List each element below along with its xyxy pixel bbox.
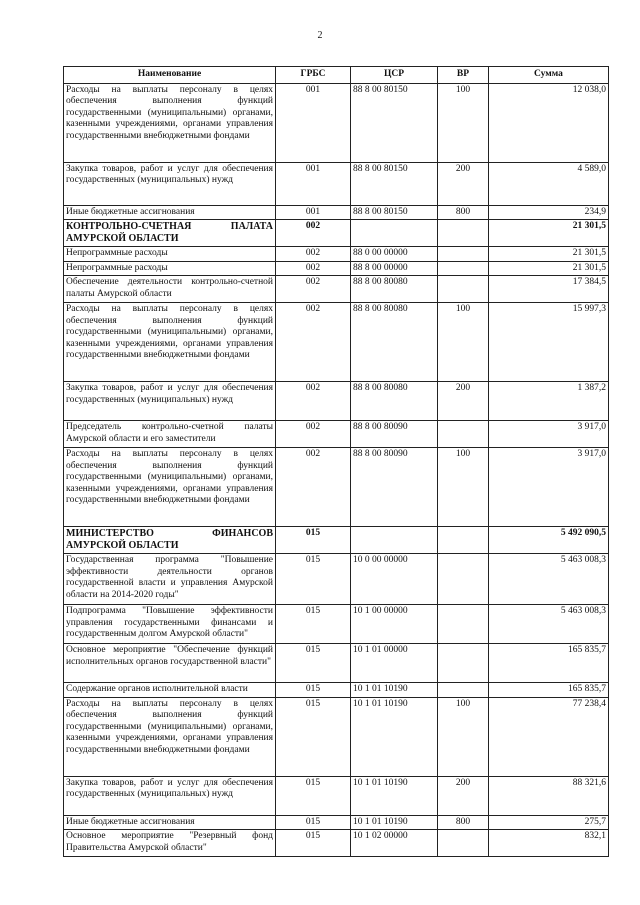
cell-name: Непрограммные расходы <box>64 247 276 262</box>
cell-csr: 88 8 00 80090 <box>351 421 438 448</box>
cell-sum: 165 835,7 <box>489 644 609 683</box>
cell-grbs: 015 <box>276 644 351 683</box>
table-row <box>64 830 609 857</box>
cell-name: МИНИСТЕРСТВО ФИНАНСОВ АМУРСКОЙ ОБЛАСТИ <box>64 527 276 554</box>
cell-vr <box>438 247 489 262</box>
cell-vr: 200 <box>438 776 489 815</box>
cell-sum: 21 301,5 <box>489 261 609 276</box>
cell-name: Иные бюджетные ассигнования <box>64 205 276 220</box>
cell-vr: 100 <box>438 697 489 776</box>
table-row <box>64 276 609 303</box>
cell-name: КОНТРОЛЬНО-СЧЕТНАЯ ПАЛАТА АМУРСКОЙ ОБЛАСТИ <box>64 220 276 247</box>
cell-sum: 15 997,3 <box>489 303 609 382</box>
cell-grbs: 002 <box>276 247 351 262</box>
cell-vr <box>438 554 489 605</box>
cell-csr <box>351 220 438 247</box>
cell-grbs: 002 <box>276 303 351 382</box>
cell-sum: 5 463 008,3 <box>489 605 609 644</box>
cell-name: Содержание органов исполнительной власти <box>64 683 276 698</box>
cell-csr: 88 8 00 80150 <box>351 205 438 220</box>
table-row <box>64 815 609 830</box>
cell-name: Основное мероприятие "Обеспечение функций исполнительных органов государственной власти" <box>64 644 276 683</box>
budget-table <box>63 66 609 857</box>
cell-vr <box>438 644 489 683</box>
cell-sum: 88 321,6 <box>489 776 609 815</box>
cell-grbs: 002 <box>276 421 351 448</box>
cell-csr: 10 0 00 00000 <box>351 554 438 605</box>
cell-sum: 21 301,5 <box>489 247 609 262</box>
cell-vr: 100 <box>438 448 489 527</box>
cell-csr <box>351 527 438 554</box>
cell-grbs: 002 <box>276 220 351 247</box>
table-row <box>64 776 609 815</box>
cell-sum: 832,1 <box>489 830 609 857</box>
cell-grbs: 001 <box>276 205 351 220</box>
cell-vr: 100 <box>438 83 489 162</box>
cell-name: Закупка товаров, работ и услуг для обеспечения государственных (муниципальных) нужд <box>64 162 276 205</box>
column-header-csr: ЦСР <box>351 67 438 84</box>
cell-vr <box>438 605 489 644</box>
table-row <box>64 683 609 698</box>
cell-vr: 100 <box>438 303 489 382</box>
cell-vr <box>438 830 489 857</box>
cell-name: Непрограммные расходы <box>64 261 276 276</box>
cell-csr: 88 0 00 00000 <box>351 247 438 262</box>
page-number: 2 <box>317 30 323 41</box>
table-row <box>64 644 609 683</box>
cell-sum: 5 463 008,3 <box>489 554 609 605</box>
cell-grbs: 002 <box>276 382 351 421</box>
cell-vr <box>438 527 489 554</box>
cell-csr: 10 1 02 00000 <box>351 830 438 857</box>
cell-sum: 77 238,4 <box>489 697 609 776</box>
table-row <box>64 448 609 527</box>
cell-vr: 200 <box>438 162 489 205</box>
cell-vr <box>438 683 489 698</box>
cell-sum: 234,9 <box>489 205 609 220</box>
cell-csr: 88 8 00 80090 <box>351 448 438 527</box>
column-header-sum: Сумма <box>489 67 609 84</box>
cell-csr: 88 8 00 80080 <box>351 303 438 382</box>
cell-sum: 1 387,2 <box>489 382 609 421</box>
table-row <box>64 247 609 262</box>
cell-csr: 10 1 01 10190 <box>351 776 438 815</box>
cell-grbs: 015 <box>276 605 351 644</box>
table-row <box>64 83 609 162</box>
column-header-name: Наименование <box>64 67 276 84</box>
table-row <box>64 220 609 247</box>
cell-csr: 88 8 00 80080 <box>351 382 438 421</box>
cell-csr: 10 1 01 10190 <box>351 697 438 776</box>
table-row <box>64 261 609 276</box>
cell-name: Расходы на выплаты персоналу в целях обеспечения выполнения функций государственными (муниципальными) органами, казенными учреждениями, органами управления государственными внебюджетными фондами <box>64 303 276 382</box>
cell-vr <box>438 421 489 448</box>
cell-grbs: 002 <box>276 261 351 276</box>
cell-csr: 88 8 00 80150 <box>351 162 438 205</box>
cell-name: Обеспечение деятельности контрольно-счетной палаты Амурской области <box>64 276 276 303</box>
cell-vr <box>438 220 489 247</box>
cell-sum: 17 384,5 <box>489 276 609 303</box>
cell-name: Основное мероприятие "Резервный фонд Правительства Амурской области" <box>64 830 276 857</box>
cell-grbs: 001 <box>276 162 351 205</box>
cell-grbs: 015 <box>276 527 351 554</box>
cell-grbs: 002 <box>276 448 351 527</box>
cell-sum: 165 835,7 <box>489 683 609 698</box>
table-row <box>64 554 609 605</box>
cell-csr: 10 1 01 10190 <box>351 683 438 698</box>
cell-sum: 4 589,0 <box>489 162 609 205</box>
cell-name: Государственная программа "Повышение эффективности деятельности органов государственной власти и управления Амурской области на 2014-2020 годы" <box>64 554 276 605</box>
cell-grbs: 015 <box>276 776 351 815</box>
table-body <box>64 83 609 857</box>
column-header-grbs: ГРБС <box>276 67 351 84</box>
column-header-vr: ВР <box>438 67 489 84</box>
table-row <box>64 162 609 205</box>
table-row <box>64 421 609 448</box>
table-row <box>64 382 609 421</box>
cell-grbs: 001 <box>276 83 351 162</box>
cell-vr: 800 <box>438 815 489 830</box>
cell-csr: 10 1 01 10190 <box>351 815 438 830</box>
cell-csr: 10 1 00 00000 <box>351 605 438 644</box>
cell-sum: 275,7 <box>489 815 609 830</box>
cell-csr: 88 8 00 80080 <box>351 276 438 303</box>
cell-name: Иные бюджетные ассигнования <box>64 815 276 830</box>
table-row <box>64 697 609 776</box>
cell-grbs: 015 <box>276 554 351 605</box>
cell-name: Закупка товаров, работ и услуг для обеспечения государственных (муниципальных) нужд <box>64 776 276 815</box>
cell-csr: 88 8 00 00000 <box>351 261 438 276</box>
cell-sum: 12 038,0 <box>489 83 609 162</box>
cell-csr: 10 1 01 00000 <box>351 644 438 683</box>
cell-grbs: 015 <box>276 683 351 698</box>
cell-vr: 800 <box>438 205 489 220</box>
cell-grbs: 015 <box>276 815 351 830</box>
cell-sum: 3 917,0 <box>489 421 609 448</box>
cell-grbs: 015 <box>276 830 351 857</box>
cell-name: Закупка товаров, работ и услуг для обеспечения государственных (муниципальных) нужд <box>64 382 276 421</box>
cell-grbs: 015 <box>276 697 351 776</box>
table-header-row <box>64 67 609 84</box>
table-row <box>64 605 609 644</box>
cell-csr: 88 8 00 80150 <box>351 83 438 162</box>
table-row <box>64 527 609 554</box>
cell-vr: 200 <box>438 382 489 421</box>
cell-name: Председатель контрольно-счетной палаты Амурской области и его заместители <box>64 421 276 448</box>
cell-vr <box>438 276 489 303</box>
cell-name: Подпрограмма "Повышение эффективности управления государственными финансами и государственным долгом Амурской области" <box>64 605 276 644</box>
cell-name: Расходы на выплаты персоналу в целях обеспечения выполнения функций государственными (муниципальными) органами, казенными учреждениями, органами управления государственными внебюджетными фондами <box>64 448 276 527</box>
cell-name: Расходы на выплаты персоналу в целях обеспечения выполнения функций государственными (муниципальными) органами, казенными учреждениями, органами управления государственными внебюджетными фондами <box>64 697 276 776</box>
cell-vr <box>438 261 489 276</box>
table-row <box>64 205 609 220</box>
cell-sum: 5 492 090,5 <box>489 527 609 554</box>
cell-name: Расходы на выплаты персоналу в целях обеспечения выполнения функций государственными (муниципальными) органами, казенными учреждениями, органами управления государственными внебюджетными фондами <box>64 83 276 162</box>
cell-sum: 21 301,5 <box>489 220 609 247</box>
cell-grbs: 002 <box>276 276 351 303</box>
table-row <box>64 303 609 382</box>
cell-sum: 3 917,0 <box>489 448 609 527</box>
